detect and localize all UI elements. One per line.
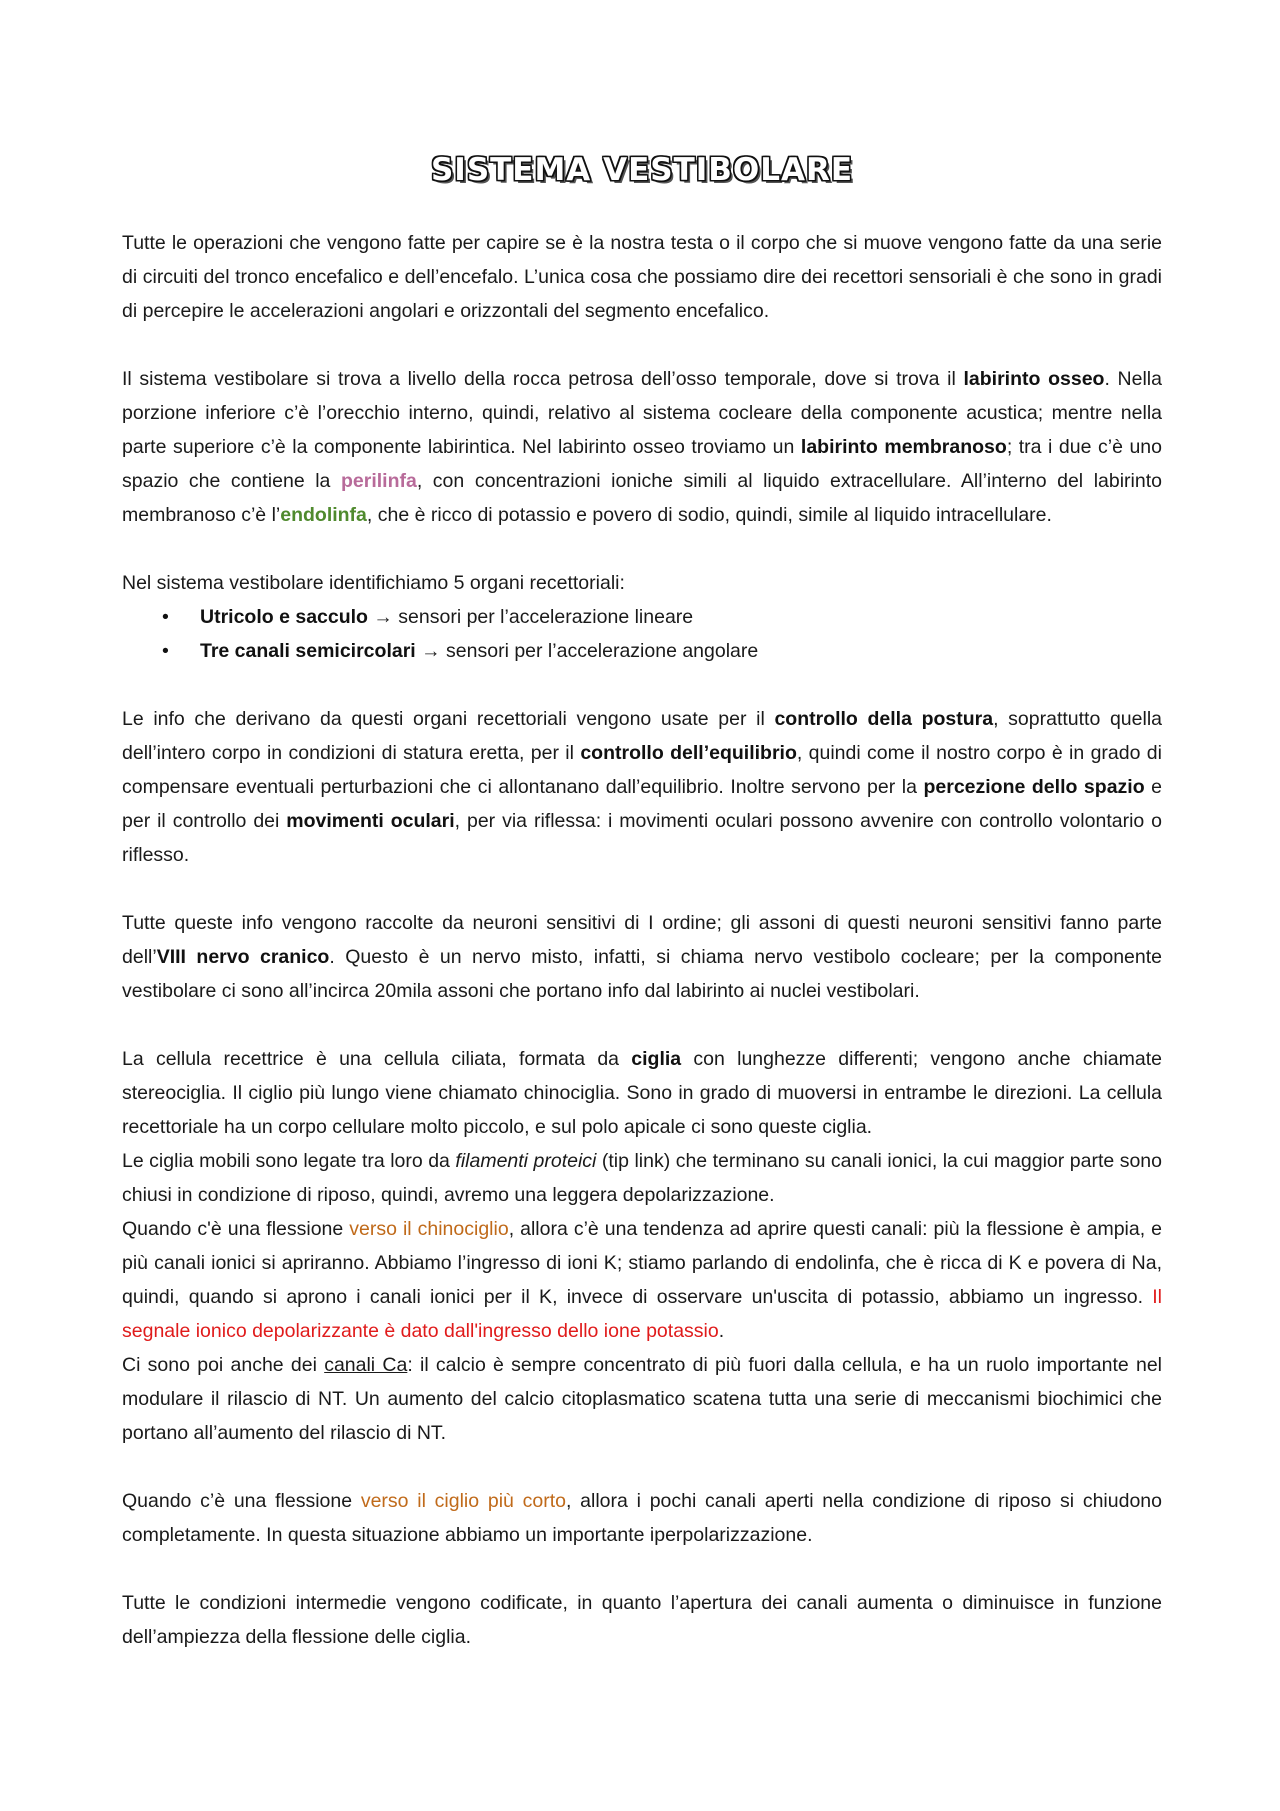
term-labirinto-osseo: labirinto osseo xyxy=(963,368,1105,390)
organi-list xyxy=(122,600,1162,668)
paragraph-nervo: Tutte queste info vengono raccolte da neuroni sensitivi di I ordine; gli assoni di questi neuroni sensitivi fanno parte dell’VIII nervo cranico. Questo è un nervo misto, infatti, si chiama nervo vestibolo cocleare; per la componente vestibolare ci sono all’incirca 20mila assoni che portano info dal labirinto ai nuclei vestibolari. xyxy=(122,912,1162,1002)
paragraph-cellula-1: La cellula recettrice è una cellula ciliata, formata da ciglia con lunghezze differenti; vengono anche chiamate stereociglia. Il ciglio più lungo viene chiamato chinociglia. Sono in grado di muoversi in entrambe le direzioni. La cellula recettoriale ha un corpo cellulare molto piccolo, e sul polo apicale ci sono queste ciglia. xyxy=(122,1048,1163,1138)
term-labirinto-membranoso: labirinto membranoso xyxy=(800,436,1007,458)
paragraph-conclusione: Tutte le condizioni intermedie vengono codificate, in quanto l’apertura dei canali aumenta o diminuisce in funzione dell’ampiezza della flessione delle ciglia. xyxy=(122,1592,1162,1648)
paragraph-cellula-2: Le ciglia mobili sono legate tra loro da filamenti proteici (tip link) che terminano su canali ionici, la cui maggior parte sono chiusi in condizione di riposo, quindi, avremo una leggera depolarizzazione. xyxy=(122,1150,1162,1206)
term-endolinfa: endolinfa xyxy=(280,504,367,526)
page-title: SISTEMA VESTIBOLARE xyxy=(430,152,854,188)
term-perilinfa: perilinfa xyxy=(340,470,417,492)
paragraph-iperpolarizzazione: Quando c’è una flessione verso il ciglio più corto, allora i pochi canali aperti nella condizione di riposo si chiudono completamente. In questa situazione abbiamo un importante iperpolarizzazione. xyxy=(122,1490,1162,1546)
paragraph-cellula-3: Quando c'è una flessione verso il chinociglio, allora c’è una tendenza ad aprire questi canali: più la flessione è ampia, e più canali ionici si apriranno. Abbiamo l’ingresso di ioni K; stiamo parlando di endolinfa, che è ricca di K e povera di Na, quindi, quando si aprono i canali ionici per il K, invece di osservare un'uscita di potassio, abbiamo un ingresso. Il segnale ionico depolarizzante è dato dall'ingresso dello ione potassio. xyxy=(122,1218,1162,1342)
paragraph-cellula-4: Ci sono poi anche dei canali Ca: il calcio è sempre concentrato di più fuori dalla cellula, e ha un ruolo importante nel modulare il rilascio di NT. Un aumento del calcio citoplasmatico scatena tutta una serie di meccanismi biochimici che portano all’aumento del rilascio di NT. xyxy=(122,1354,1162,1444)
list-item: • Tre canali semicircolari → sensori per l’accelerazione angolare xyxy=(200,634,1162,668)
paragraph-intro: Tutte le operazioni che vengono fatte per capire se è la nostra testa o il corpo che si muove vengono fatte da una serie di circuiti del tronco encefalico e dell’encefalo. L’unica cosa che possiamo dire dei recettori sensoriali è che sono in gradi di percepire le accelerazioni angolari e orizzontali del segmento encefalico. xyxy=(122,232,1162,322)
paragraph-labirinto: Il sistema vestibolare si trova a livello della rocca petrosa dell’osso temporale, dove si trova il labirinto osseo. Nella porzione inferiore c’è l’orecchio interno, quindi, relativo al sistema cocleare della componente acustica; mentre nella parte superiore c’è la componente labirintica. Nel labirinto osseo troviamo un labirinto membranoso; tra i due c’è uno spazio che contiene la perilinfa, con concentrazioni ioniche simili al liquido extracellulare. All’interno del labirinto membranoso c’è l’endolinfa, che è ricco di potassio e povero di sodio, quindi, simile al liquido intracellulare. xyxy=(122,368,1162,526)
paragraph-funzioni: Le info che derivano da questi organi recettoriali vengono usate per il controllo della postura, soprattutto quella dell’intero corpo in condizioni di statura eretta, per il controllo dell’equilibrio, quindi come il nostro corpo è in grado di compensare eventuali perturbazioni che ci allontanano dall’equilibrio. Inoltre servono per la percezione dello spazio e per il controllo dei movimenti oculari, per via riflessa: i movimenti oculari possono avvenire con controllo volontario o riflesso. xyxy=(122,708,1163,866)
document-page xyxy=(122,150,1162,1654)
paragraph-organi: Nel sistema vestibolare identifichiamo 5 organi recettoriali: xyxy=(122,572,625,594)
list-item: • Utricolo e sacculo → sensori per l’accelerazione lineare xyxy=(200,600,1162,634)
